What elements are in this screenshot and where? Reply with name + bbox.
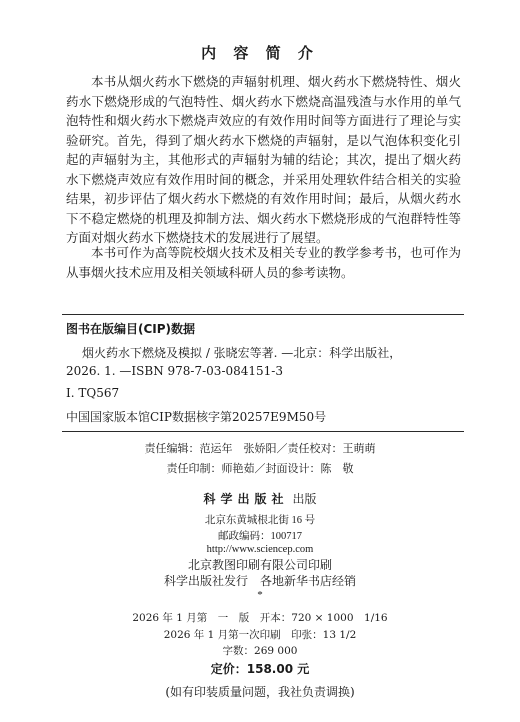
summary-paragraph-1: 本书从烟火药水下燃烧的声辐射机理、烟火药水下燃烧特性、烟火药水下燃烧形成的气泡特性、烟火药水下燃烧高温残渣与水作用的单气泡特性和烟火药水下燃烧声效应的有效作用时间等方面进行了理论与实验研究。首先，得到了烟火药水下燃烧的声辐射，是以气泡体积变化引起的声辐射为主，其他形式的声辐射为辅的结论；其次，提出了烟火药水下燃烧声效应有效作用时间的概念，并采用处理软件结合相关的实验结果，初步评估了烟火药水下燃烧的有效作用时间；最后，从烟火药水下不稳定燃烧的机理及抑制方法、烟火药水下燃烧形成的气泡群特性等方面对烟火药水下燃烧技术的发展进行了展望。: [66, 74, 461, 245]
summary-paragraph-2: 本书可作为高等院校烟火技术及相关专业的教学参考书，也可作为从事烟火技术应用及相关领域科研人员的参考读物。: [66, 245, 461, 280]
word-count: 字数：269 000: [222, 645, 298, 657]
production-credits: 责任印制：师艳茹／封面设计：陈 敬: [166, 462, 354, 475]
publisher-line: [0, 490, 520, 507]
cip-classification: Ⅰ. TQ567: [66, 386, 120, 400]
editor-credits: 责任编辑：范运年 张娇阳／责任校对：王萌萌: [144, 442, 376, 455]
separator-star: *: [257, 589, 263, 601]
printer-info: 北京教图印刷有限公司印刷: [187, 558, 332, 572]
page-title: 内 容 简 介: [201, 44, 319, 62]
publisher-suffix: 出版: [292, 492, 317, 506]
publisher-name: 科学出版社: [203, 492, 289, 506]
cip-isbn-line: 2026. 1. —ISBN 978-7-03-084151-3: [66, 364, 283, 378]
divider-bottom: [62, 431, 464, 432]
cip-heading: 图书在版编目(CIP)数据: [66, 322, 196, 336]
publisher-address: 北京东黄城根北街 16 号: [204, 515, 316, 526]
divider-top: [62, 314, 464, 315]
publisher-website: http://www.sciencep.com: [206, 544, 314, 555]
printing-info: 2026 年 1 月第一次印刷 印张：13 1/2: [163, 629, 357, 641]
quality-notice: (如有印装质量问题，我社负责调换): [165, 685, 355, 699]
edition-info: 2026 年 1 月第 一 版 开本：720 × 1000 1/16: [132, 612, 388, 624]
publisher-postcode: 邮政编码：100717: [218, 531, 302, 542]
cip-record-number: 中国国家版本馆CIP数据核字第20257E9M50号: [66, 410, 327, 424]
cip-title-line: 烟火药水下燃烧及模拟 / 张晓宏等著. —北京：科学出版社，: [82, 346, 402, 360]
price-label: 定价：158.00 元: [210, 662, 310, 676]
distribution-info: 科学出版社发行 各地新华书店经销: [163, 574, 356, 588]
